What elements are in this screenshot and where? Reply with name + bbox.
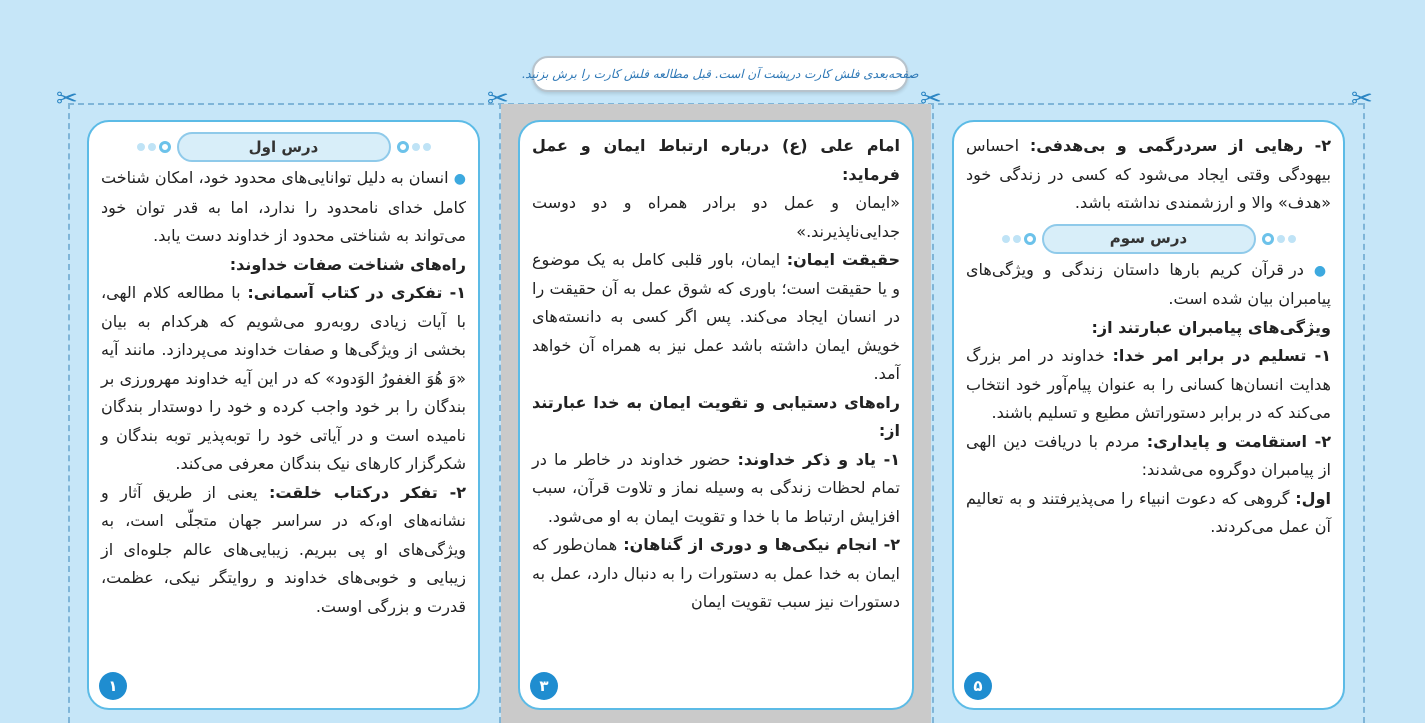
- list-item: ۲- تفکر درکتاب خلقت: یعنی از طریق آثار و نشانه‌های او،که در سراسر جهان متجلّی است، به ویژگی‌های او پی ببریم. زیبایی‌های عالم جلوه‌ای از زیبایی و خوبی‌های خداوند و روایتگر نیکی، عظمت، قدرت و بزرگی اوست.: [101, 482, 466, 616]
- list-item: ۲- انجام نیکی‌ها و دوری از گناهان: همان‌طور که ایمان به خدا عمل به دستورات را به دنبال دارد، عمل به دستورات نیز سبب تقویت ایمان: [532, 535, 900, 611]
- paragraph: ● در قرآن کریم بارها داستان زندگی و ویژگی‌های پیامبران بیان شده است.: [966, 259, 1331, 308]
- list-item: ۱- یاد و ذکر خداوند: حضور خداوند در خاطر ما در تمام لحظات زندگی به وسیله نماز و تلاوت قرآن، سبب افزایش ارتباط ما با خدا و تقویت ایمان به او می‌شود.: [532, 449, 901, 526]
- flashcard-faith: [518, 120, 914, 710]
- section-heading: ویژگی‌های پیامبران عبارتند از:: [1091, 317, 1331, 337]
- decor-dots: [1262, 233, 1296, 245]
- page-number-badge: ۳: [530, 672, 558, 700]
- header-note: صفحه‌بعدی فلش کارت درپشت آن است. قبل مطالعه فلش کارت را برش بزنید.: [532, 56, 908, 92]
- paragraph: حقیقت ایمان: ایمان، باور قلبی کامل به یک موضوع و یا حقیقت است؛ باوری که شوق عمل به آن حقیقت را در انسان ایجاد می‌کند. پس اگر کسی به دانسته‌های خویش ایمان داشته باشد عمل نیز به همراه آن خواهد آمد.: [532, 250, 901, 383]
- decor-dots: [1002, 233, 1036, 245]
- decor-dots: [137, 141, 171, 153]
- section-heading: راه‌های شناخت صفات خداوند:: [229, 254, 466, 274]
- list-item: ۲- استقامت و پایداری: مردم با دریافت دین الهی از پیامبران دوگروه می‌شدند:: [966, 431, 1331, 479]
- section-heading: راه‌های دستیابی و تقویت ایمان به خدا عبارتند از:: [532, 392, 900, 440]
- list-item: ۱- تفکری در کتاب آسمانی: با مطالعه کلام الهی، با آیات زیادی روبه‌رو می‌شویم که هرکدام به بیان بخشی از ویژگی‌ها و صفات خداوند می‌پردازد. مانند آیه «وَ هُوَ الغفورُ الوَدود» که در این آیه خداوند مهرورزی بر بندگان را بر خود واجب کرده و خود را دوستدار بندگان نامیده است و در آیاتی خود را توبه‌پذیر توبه بندگان و شکرگزار کارهای نیک بندگان معرفی می‌کند.: [101, 283, 466, 473]
- lesson-header: [101, 132, 466, 162]
- vertical-cut-line: [68, 103, 70, 723]
- flashcard-lesson-3: [952, 120, 1345, 710]
- scissors-icon: ✂: [487, 84, 509, 114]
- list-item: ۱- تسلیم در برابر امر خدا: خداوند در امر بزرگ هدایت انسان‌ها کسانی را به عنوان پیام‌آور خود انتخاب می‌کند که در برابر دستوراتش مطیع و تسلیم باشند.: [966, 346, 1331, 422]
- quote: «ایمان و عمل دو برادر همراه و دو دوست جدایی‌ناپذیرند.»: [532, 193, 900, 241]
- flashcard-lesson-1: [87, 120, 480, 710]
- page-number-badge: ۵: [964, 672, 992, 700]
- vertical-cut-line: [932, 103, 934, 723]
- lesson-title: درس سوم: [1042, 224, 1256, 254]
- decor-dots: [397, 141, 431, 153]
- vertical-cut-line: [1363, 103, 1365, 723]
- intro-title: امام علی (ع) درباره ارتباط ایمان و عمل فرماید:: [532, 136, 900, 184]
- scissors-icon: ✂: [920, 84, 942, 114]
- bullet-icon: ●: [453, 171, 466, 187]
- page-number-badge: ۱: [99, 672, 127, 700]
- scissors-icon: ✂: [56, 84, 78, 114]
- list-item: ۲- رهایی از سردرگمی و بی‌هدفی: احساس بیهودگی وقتی ایجاد می‌شود که کسی در زندگی خود «هدف» والا و ارزشمندی نداشته باشد.: [966, 136, 1332, 212]
- bullet-icon: ●: [1313, 262, 1331, 279]
- lesson-title: درس اول: [177, 132, 391, 162]
- scissors-icon: ✂: [1351, 84, 1373, 114]
- lesson-header: [966, 224, 1331, 254]
- paragraph: ● انسان به دلیل توانایی‌های محدود خود، امکان شناخت کامل خدای نامحدود را ندارد، اما به قدر توان خود می‌تواند به شناختی محدود از خداوند دست یابد.: [101, 168, 466, 245]
- list-item: اول: گروهی که دعوت انبیاء را می‌پذیرفتند و به تعالیم آن عمل می‌کردند.: [966, 488, 1331, 536]
